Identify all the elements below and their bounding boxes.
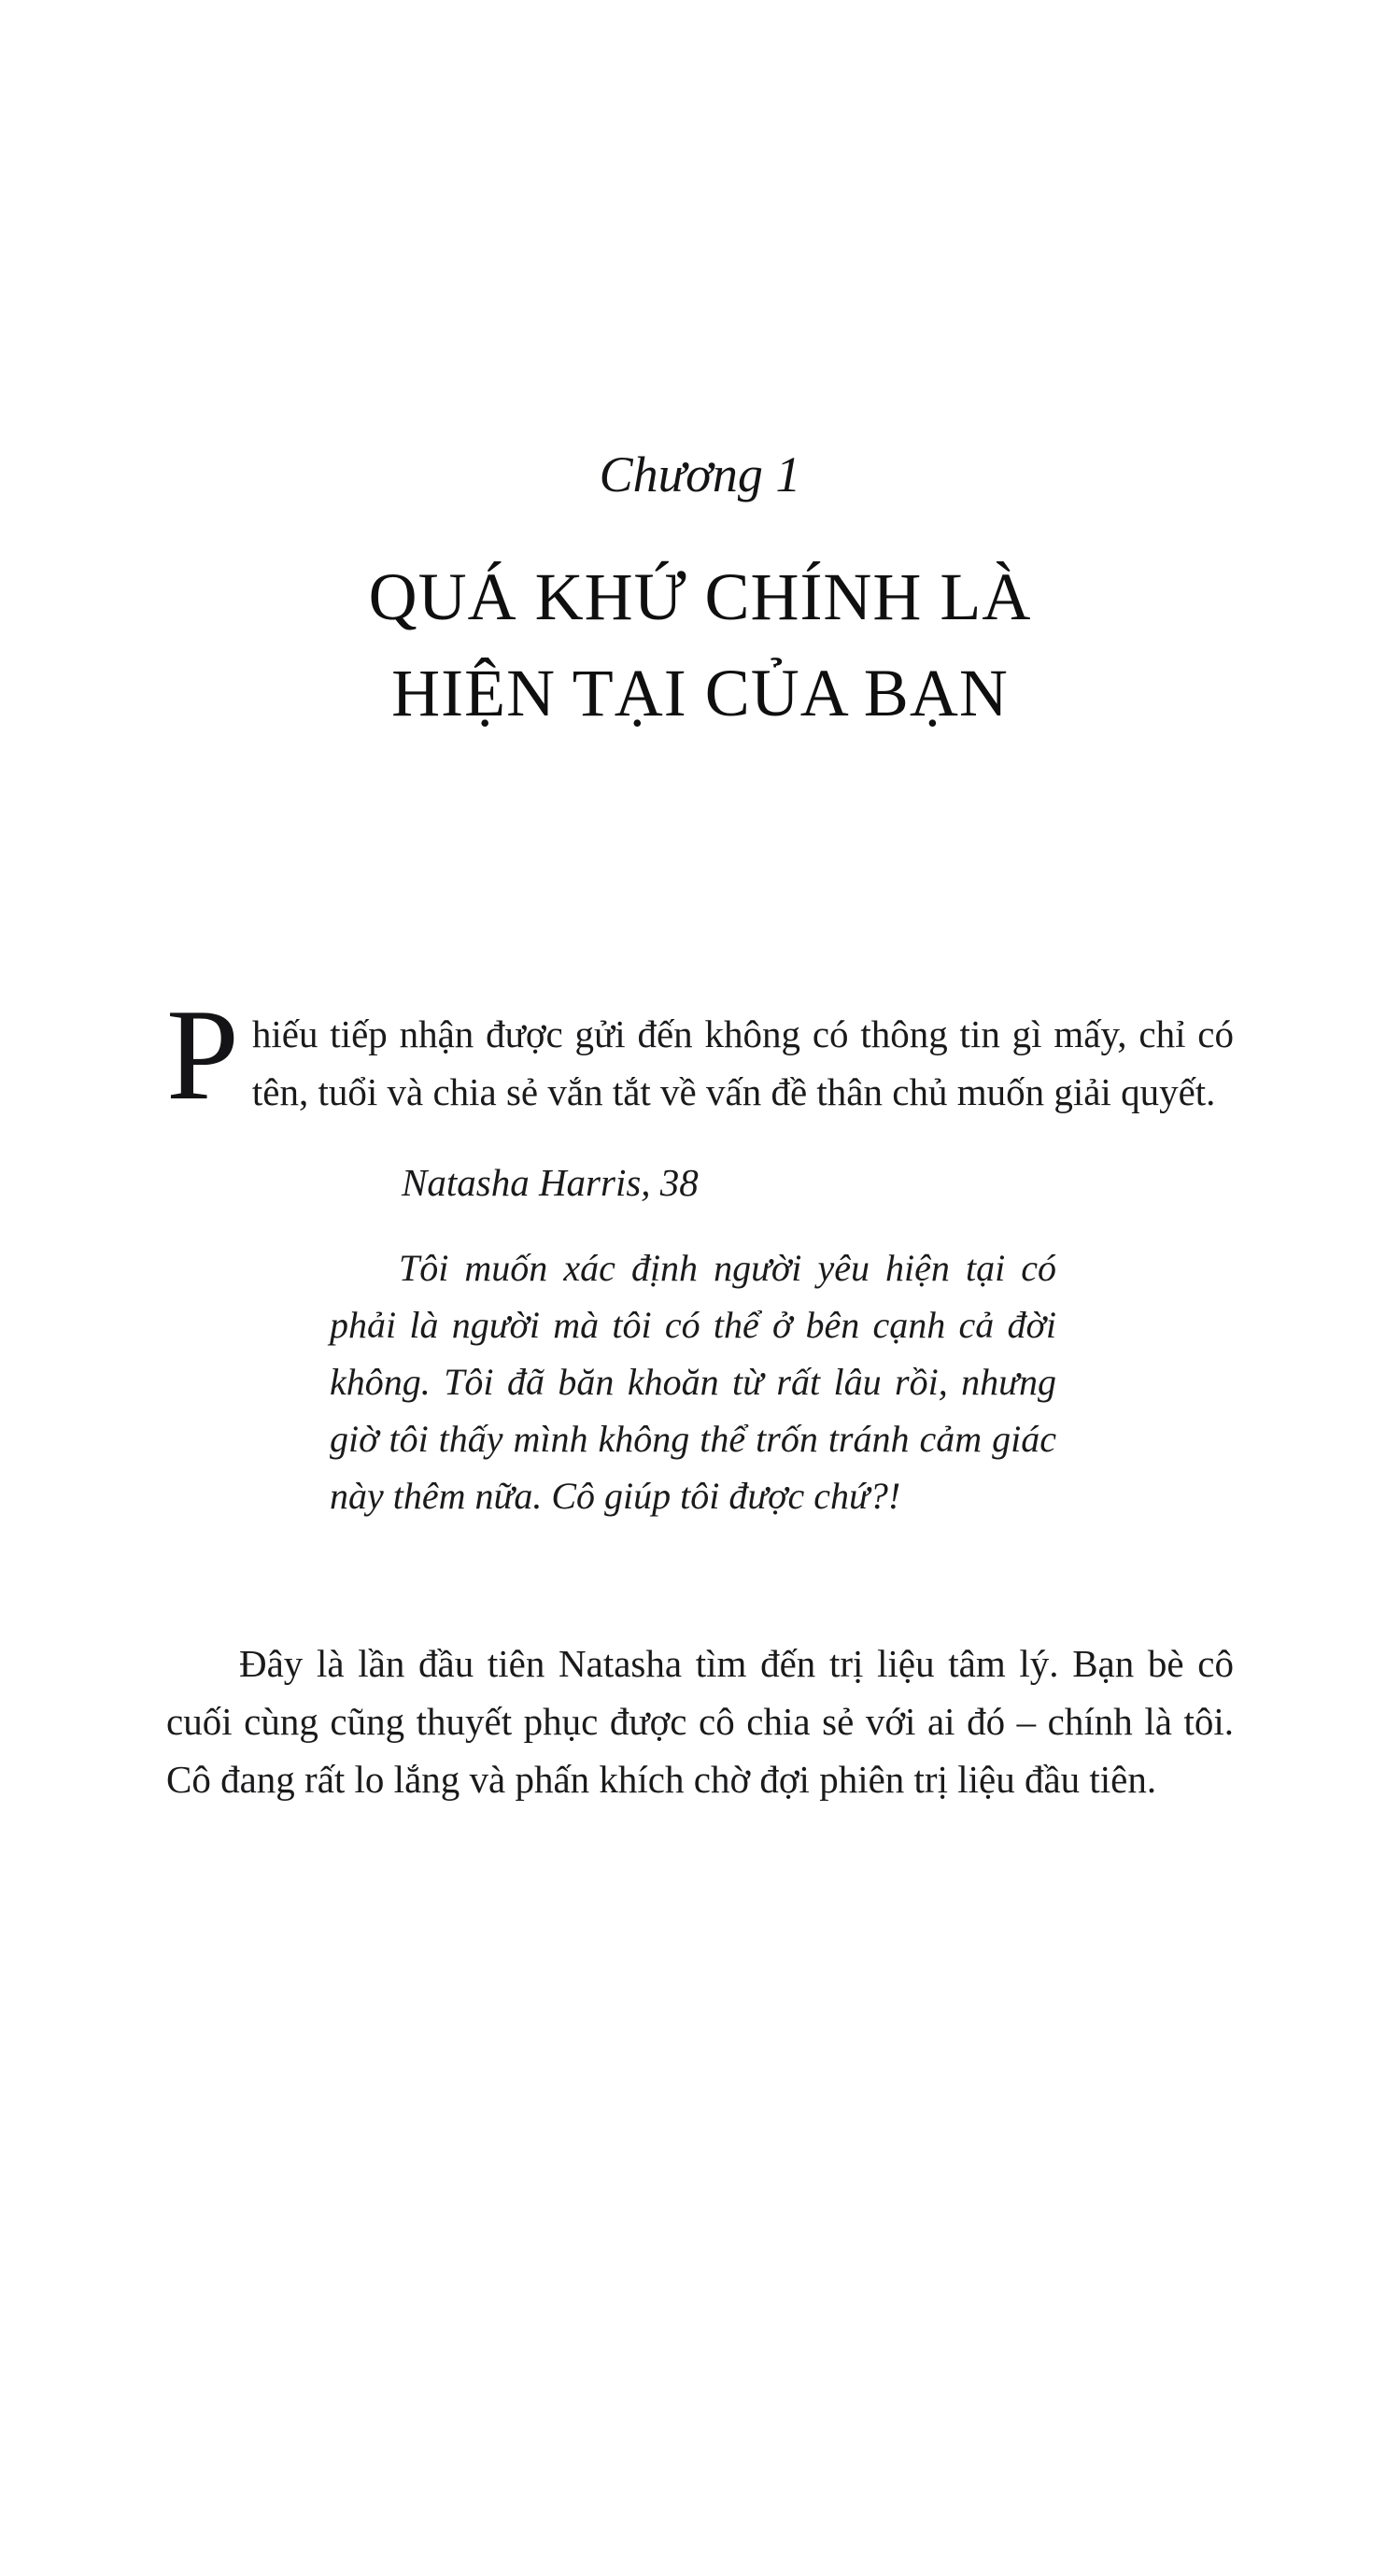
book-page <box>166 446 1234 1808</box>
chapter-label: Chương 1 <box>599 446 801 502</box>
client-quote: Tôi muốn xác định người yêu hiện tại có phải là người mà tôi có thể ở bên cạnh cả đời không. Tôi đã băn khoăn từ rất lâu rồi, nhưng giờ tôi thấy mình không thể trốn tránh cảm giác này thêm nữa. Cô giúp tôi được chứ?! <box>330 1247 1056 1517</box>
chapter-title-line2: HIỆN TẠI CỦA BẠN <box>391 656 1009 730</box>
intro-text: hiếu tiếp nhận được gửi đến không có thông tin gì mấy, chỉ có tên, tuổi và chia sẻ vắn tắt về vấn đề thân chủ muốn giải quyết. <box>251 1012 1234 1113</box>
intro-paragraph <box>166 983 1234 1127</box>
closing-paragraph: Đây là lần đầu tiên Natasha tìm đến trị liệu tâm lý. Bạn bè cô cuối cùng cũng thuyết phục được cô chia sẻ với ai đó – chính là tôi. Cô đang rất lo lắng và phấn khích chờ đợi phiên trị liệu đầu tiên. <box>166 1642 1234 1801</box>
drop-cap: P <box>166 983 239 1127</box>
client-attribution: Natasha Harris, 38 <box>402 1161 699 1204</box>
chapter-title <box>166 549 1234 742</box>
chapter-title-line1: QUÁ KHỨ CHÍNH LÀ <box>368 559 1032 634</box>
